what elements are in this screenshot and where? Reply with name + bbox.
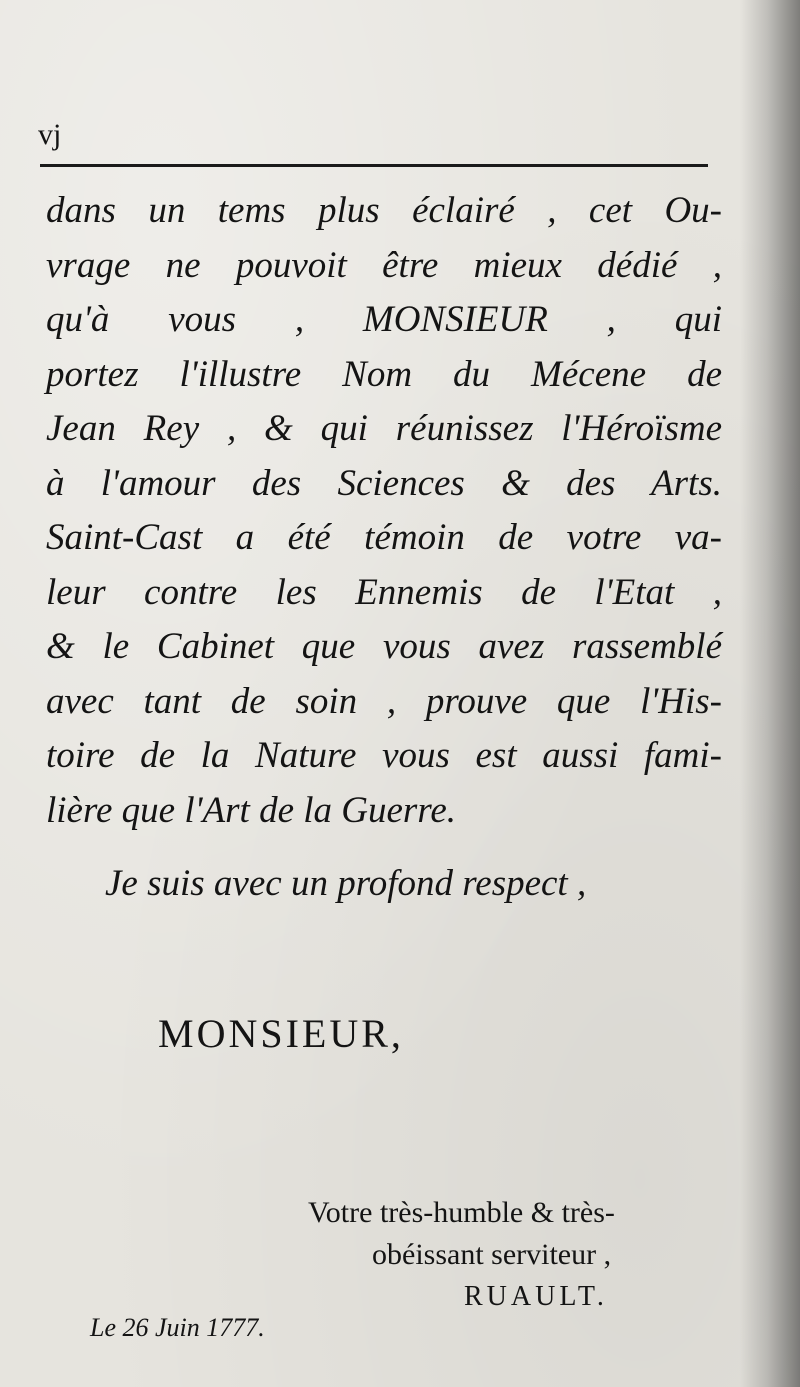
header-rule [40,164,708,167]
body-line: à l'amour des Sciences & des Arts. [46,462,722,504]
body-line: qu'à vous , MONSIEUR , qui [46,299,722,340]
page-gutter-shadow [740,0,800,1387]
date-line: Le 26 Juin 1777. [90,1313,265,1342]
body-line: Jean Rey , & qui réunissez l'Héroïsme [46,408,722,449]
page-number: vj [38,118,62,151]
signature-name: RUAULT. [464,1281,608,1312]
body-line: dans un tems plus éclairé , cet Ou- [46,190,722,231]
body-line: avec tant de soin , prouve que l'His- [46,680,722,722]
closing-phrase: Je suis avec un profond respect , [105,863,587,904]
signature-line: obéissant serviteur , [372,1238,612,1271]
dedication-body [46,184,722,838]
signature-line: Votre très-humble & très- [308,1196,615,1229]
body-line: leur contre les Ennemis de l'Etat , [46,571,722,613]
body-line: toire de la Nature vous est aussi fami- [46,735,722,776]
signature-block [300,1192,724,1318]
body-line: portez l'illustre Nom du Mécene de [46,353,722,395]
body-line: Saint-Cast a été témoin de votre va- [46,517,722,558]
salutation: MONSIEUR, [158,1011,404,1056]
body-line: lière que l'Art de la Guerre. [46,789,457,831]
body-line: & le Cabinet que vous avez rassemblé [46,626,722,667]
body-line: vrage ne pouvoit être mieux dédié , [46,244,722,286]
